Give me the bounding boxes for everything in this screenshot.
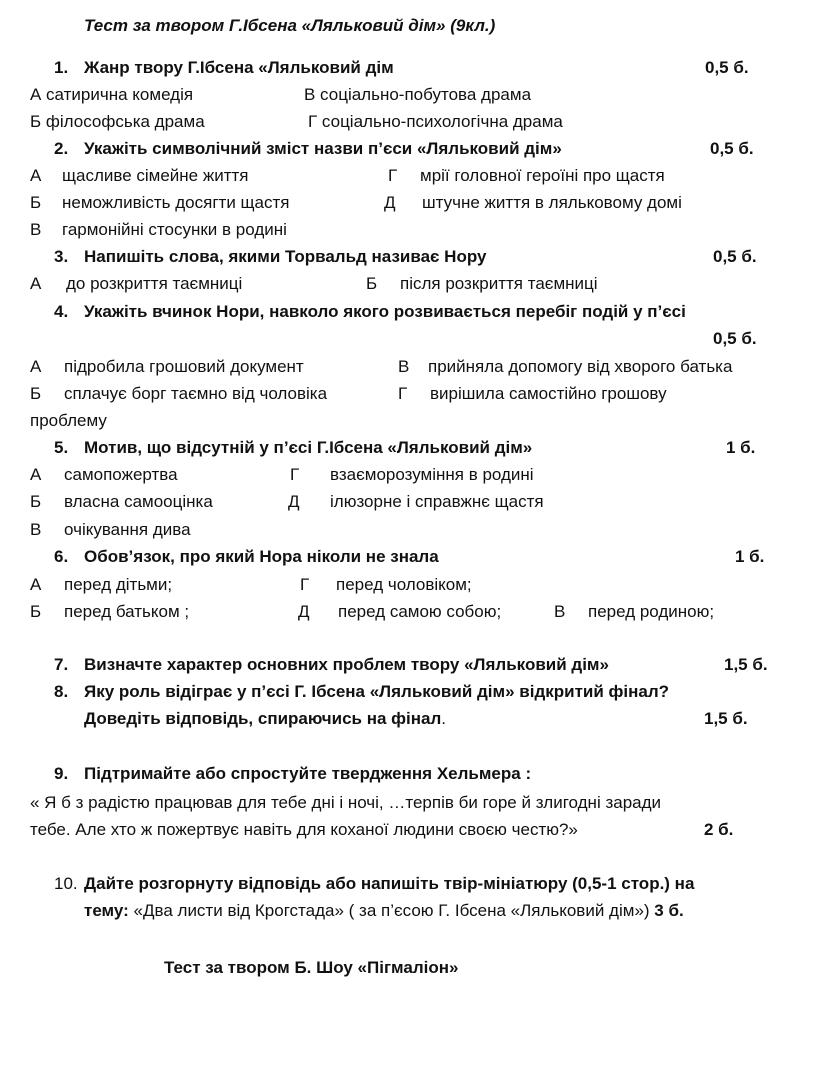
question-number: 5. bbox=[54, 438, 69, 457]
question-3 bbox=[54, 243, 486, 270]
option-text: перед чоловіком; bbox=[336, 575, 472, 594]
points: 1 б. bbox=[726, 438, 756, 457]
question-text: Доведіть відповідь, спираючись на фінал bbox=[84, 709, 442, 728]
quote-line-2: тебе. Але хто ж пожертвує навіть для коханої людини своєю честю?» bbox=[30, 820, 578, 839]
question-8-continued bbox=[84, 705, 446, 732]
question-6 bbox=[54, 543, 439, 570]
option-letter: Г bbox=[290, 465, 300, 484]
points: 0,5 б. bbox=[713, 247, 757, 266]
question-text: Яку роль відіграє у п’єсі Г. Ібсена «Ляльковий дім» відкритий фінал? bbox=[84, 682, 670, 701]
question-number: 6. bbox=[54, 547, 69, 566]
option-text: прийняла допомогу від хворого батька bbox=[428, 357, 733, 376]
option-letter: Б bbox=[30, 492, 42, 511]
option-text: перед дітьми; bbox=[64, 575, 173, 594]
option-text: очікування дива bbox=[64, 520, 191, 539]
option-letter: Б bbox=[30, 384, 42, 403]
option-letter: Г bbox=[388, 166, 398, 185]
question-7 bbox=[54, 651, 609, 678]
option-letter: А bbox=[30, 357, 42, 376]
option-letter: А bbox=[30, 166, 42, 185]
question-10 bbox=[54, 870, 694, 897]
option-letter: А bbox=[30, 274, 42, 293]
page-title: Тест за твором Г.Ібсена «Ляльковий дім» (9кл.) bbox=[84, 16, 496, 35]
question-text: Укажіть вчинок Нори, навколо якого розвивається перебіг подій у п’єсі bbox=[84, 302, 686, 321]
points: 2 б. bbox=[704, 820, 734, 839]
question-8 bbox=[54, 678, 669, 705]
option-letter: А bbox=[30, 575, 42, 594]
points: 0,5 б. bbox=[713, 329, 757, 348]
option-letter: Б bbox=[366, 274, 378, 293]
question-text: Укажіть символічний зміст назви п’єси «Ляльковий дім» bbox=[84, 139, 562, 158]
question-9 bbox=[54, 760, 531, 787]
points: 3 б. bbox=[654, 901, 684, 920]
question-text: Дайте розгорнуту відповідь або напишіть твір-мініатюру (0,5-1 стор.) на bbox=[84, 874, 695, 893]
option-text: після розкриття таємниці bbox=[400, 274, 598, 293]
option-text: підробила грошовий документ bbox=[64, 357, 304, 376]
question-text: Мотив, що відсутній у п’єсі Г.Ібсена «Ляльковий дім» bbox=[84, 438, 533, 457]
option: А сатирична комедія bbox=[30, 85, 194, 104]
option-text: перед родиною; bbox=[588, 602, 715, 621]
option-letter: Г bbox=[300, 575, 310, 594]
option-letter: Д bbox=[298, 602, 310, 621]
question-number: 10. bbox=[54, 874, 78, 893]
question-text: Підтримайте або спростуйте твердження Хельмера : bbox=[84, 764, 532, 783]
points: 1 б. bbox=[735, 547, 765, 566]
question-text: Жанр твору Г.Ібсена «Ляльковий дім bbox=[84, 58, 394, 77]
option-letter: Г bbox=[398, 384, 408, 403]
question-4 bbox=[54, 298, 686, 325]
option-text: перед самою собою; bbox=[338, 602, 502, 621]
question-1 bbox=[54, 54, 394, 81]
option-text: штучне життя в ляльковому домі bbox=[422, 193, 682, 212]
option-text: ілюзорне і справжнє щастя bbox=[330, 492, 544, 511]
option-letter: А bbox=[30, 465, 42, 484]
option-text: власна самооцінка bbox=[64, 492, 213, 511]
sentence-period: . bbox=[441, 709, 447, 728]
option-text: неможливість досягти щастя bbox=[62, 193, 290, 212]
option-text: самопожертва bbox=[64, 465, 178, 484]
question-10-continued bbox=[84, 897, 684, 924]
option-letter: В bbox=[30, 520, 42, 539]
topic-label: тему: bbox=[84, 901, 129, 920]
option-text-wrap: проблему bbox=[30, 411, 107, 430]
option-text: взаєморозуміння в родині bbox=[330, 465, 534, 484]
question-number: 1. bbox=[54, 58, 69, 77]
question-text: Визначте характер основних проблем твору «Ляльковий дім» bbox=[84, 655, 609, 674]
question-number: 3. bbox=[54, 247, 69, 266]
option-letter: Д bbox=[288, 492, 300, 511]
option-letter: Б bbox=[30, 602, 42, 621]
quote-line-1: « Я б з радістю працював для тебе дні і ночі, …терпів би горе й злигодні заради bbox=[30, 793, 662, 812]
option-text: сплачує борг таємно від чоловіка bbox=[64, 384, 328, 403]
option-text: гармонійні стосунки в родині bbox=[62, 220, 287, 239]
option-text: щасливе сімейне життя bbox=[62, 166, 249, 185]
option-letter: Б bbox=[30, 193, 42, 212]
option-letter: Д bbox=[384, 193, 396, 212]
question-text: Напишіть слова, якими Торвальд називає Нору bbox=[84, 247, 487, 266]
question-2 bbox=[54, 135, 562, 162]
option-text: перед батьком ; bbox=[64, 602, 190, 621]
question-number: 9. bbox=[54, 764, 69, 783]
next-test-title: Тест за твором Б. Шоу «Пігмаліон» bbox=[164, 958, 459, 977]
option: Б філософська драма bbox=[30, 112, 205, 131]
points: 0,5 б. bbox=[710, 139, 754, 158]
option-text: мрії головної героїні про щастя bbox=[420, 166, 665, 185]
option: В соціально-побутова драма bbox=[304, 85, 532, 104]
option: Г соціально-психологічна драма bbox=[308, 112, 563, 131]
topic-text: «Два листи від Крогстада» ( за п’єсою Г. Ібсена «Ляльковий дім») bbox=[128, 901, 655, 920]
points: 0,5 б. bbox=[705, 58, 749, 77]
option-text: вирішила самостійно грошову bbox=[430, 384, 667, 403]
option-text: до розкриття таємниці bbox=[66, 274, 243, 293]
question-number: 4. bbox=[54, 302, 69, 321]
option-letter: В bbox=[554, 602, 566, 621]
question-number: 2. bbox=[54, 139, 69, 158]
option-letter: В bbox=[398, 357, 410, 376]
question-number: 8. bbox=[54, 682, 69, 701]
question-text: Обов’язок, про який Нора ніколи не знала bbox=[84, 547, 439, 566]
option-letter: В bbox=[30, 220, 42, 239]
points: 1,5 б. bbox=[724, 655, 768, 674]
points: 1,5 б. bbox=[704, 709, 748, 728]
question-number: 7. bbox=[54, 655, 69, 674]
question-5 bbox=[54, 434, 532, 461]
